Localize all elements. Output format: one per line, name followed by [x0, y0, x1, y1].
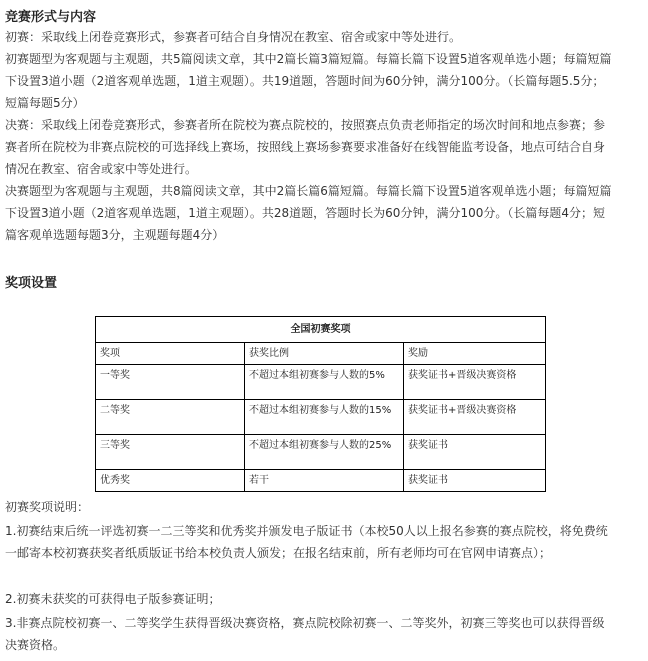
- format-paragraph-1: 初赛：采取线上闭卷竞赛形式，参赛者可结合自身情况在教室、宿舍或家中等处进行。: [5, 30, 462, 44]
- table-cell: 获奖证书: [404, 435, 546, 470]
- table-cell: 不超过本组初赛参与人数的25%: [245, 435, 404, 470]
- table-row: [96, 400, 546, 435]
- awards-table: [95, 316, 546, 492]
- format-paragraph-3: 决赛：采取线上闭卷竞赛形式，参赛者所在院校为赛点院校的，按照赛点负责老师指定的场次时间和地点参赛；参赛者所在院校为非赛点院校的可选择线上赛场，按照线上赛场参赛要求准备好在线智能监考设备，地点可结合自身情况在教室、宿舍或家中等处进行。: [5, 118, 606, 176]
- table-cell: 获奖证书+晋级决赛资格: [404, 400, 546, 435]
- table-cell: 一等奖: [96, 365, 245, 400]
- table-cell: 三等奖: [96, 435, 245, 470]
- note-item-1: 1.初赛结束后统一评选初赛一二三等奖和优秀奖并颁发电子版证书（本校50人以上报名参赛的赛点院校，将免费统一邮寄本校初赛获奖者纸质版证书给本校负责人颁发；在报名结束前，所有老师均可在官网申请赛点）；: [5, 524, 608, 560]
- section-title-awards: 奖项设置: [5, 276, 58, 291]
- note-item-2: 2.初赛未获奖的可获得电子版参赛证明；: [5, 592, 221, 606]
- table-caption: 全国初赛奖项: [96, 317, 546, 343]
- table-cell: 获奖证书+晋级决赛资格: [404, 365, 546, 400]
- section-title-format: 竞赛形式与内容: [5, 10, 97, 25]
- table-cell: 二等奖: [96, 400, 245, 435]
- format-paragraph-2: 初赛题型为客观题与主观题，共5篇阅读文章，其中2篇长篇3篇短篇。每篇长篇下设置5道客观单选小题；每篇短篇下设置3道小题（2道客观单选题，1道主观题）。共19道题，答题时间为60分钟，满分100分。（长篇每题5.5分；短篇每题5分）: [5, 52, 612, 110]
- table-header-cell: 奖项: [96, 343, 245, 365]
- table-caption-row: [96, 317, 546, 343]
- table-row: [96, 470, 546, 492]
- table-cell: 获奖证书: [404, 470, 546, 492]
- table-cell: 不超过本组初赛参与人数的15%: [245, 400, 404, 435]
- table-row: [96, 435, 546, 470]
- table-cell: 不超过本组初赛参与人数的5%: [245, 365, 404, 400]
- table-cell: 优秀奖: [96, 470, 245, 492]
- table-header-row: [96, 343, 546, 365]
- table-header-cell: 奖励: [404, 343, 546, 365]
- table-header-cell: 获奖比例: [245, 343, 404, 365]
- notes-title: 初赛奖项说明：: [5, 500, 90, 514]
- table-cell: 若干: [245, 470, 404, 492]
- note-item-3: 3.非赛点院校初赛一、二等奖学生获得晋级决赛资格，赛点院校除初赛一、二等奖外，初赛三等奖也可以获得晋级决赛资格。: [5, 616, 605, 652]
- table-row: [96, 365, 546, 400]
- format-paragraph-4: 决赛题型为客观题与主观题，共8篇阅读文章，其中2篇长篇6篇短篇。每篇长篇下设置5道客观单选小题；每篇短篇下设置3道小题（2道客观单选题，1道主观题）。共28道题，答题时长为60分钟，满分100分。（长篇每题4分；短篇客观单选题每题3分，主观题每题4分）: [5, 184, 612, 242]
